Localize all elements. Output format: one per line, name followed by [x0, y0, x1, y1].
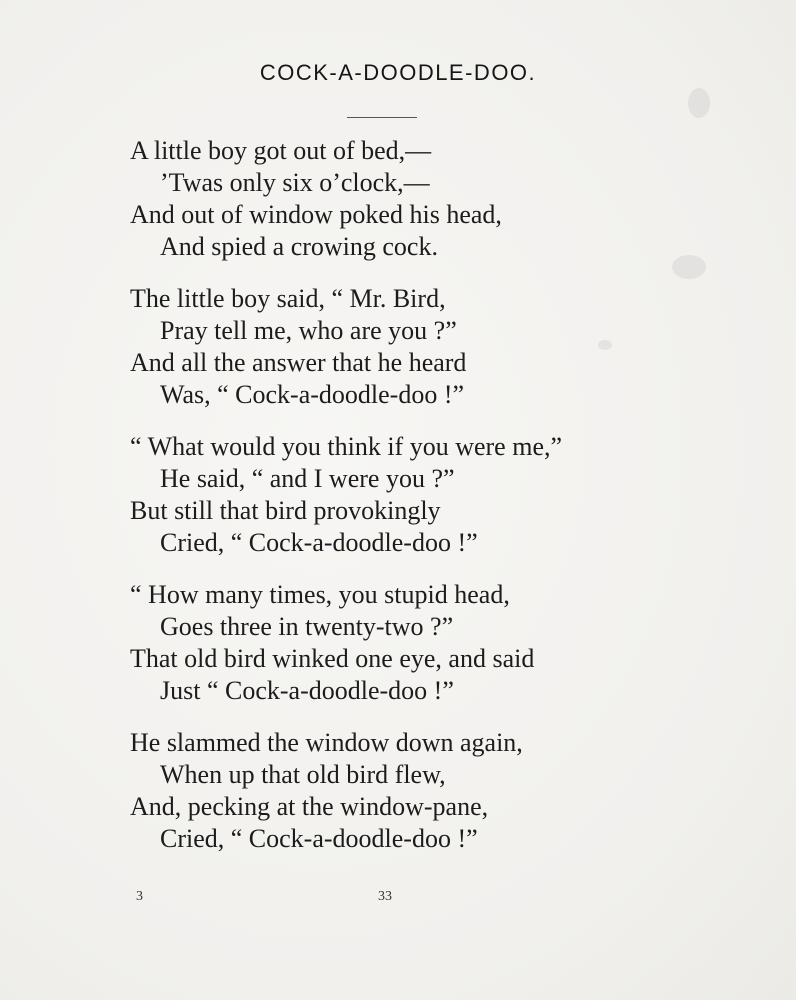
poem-line: But still that bird provokingly	[130, 496, 441, 525]
poem-line: A little boy got out of bed,—	[130, 136, 432, 165]
poem-line: ’Twas only six o’clock,—	[160, 168, 430, 197]
title-divider	[347, 117, 417, 118]
poem-line: He slammed the window down again,	[130, 728, 523, 757]
poem-line: “ How many times, you stupid head,	[130, 580, 510, 609]
stanza-3	[130, 431, 730, 559]
poem-line: He said, “ and I were you ?”	[160, 464, 455, 493]
stanza-1	[130, 135, 730, 263]
poem-line: And out of window poked his head,	[130, 200, 502, 229]
poem-line: The little boy said, “ Mr. Bird,	[130, 284, 446, 313]
poem-line: And, pecking at the window-pane,	[130, 792, 489, 821]
poem-body	[130, 135, 730, 875]
poem-line: That old bird winked one eye, and said	[130, 644, 535, 673]
poem-line: Just “ Cock-a-doodle-doo !”	[160, 676, 454, 705]
poem-line: And spied a crowing cock.	[160, 232, 438, 261]
poem-line: When up that old bird flew,	[160, 760, 446, 789]
stanza-4	[130, 579, 730, 707]
poem-line: Cried, “ Cock-a-doodle-doo !”	[160, 528, 478, 557]
poem-line: Cried, “ Cock-a-doodle-doo !”	[160, 824, 478, 853]
poem-line: And all the answer that he heard	[130, 348, 467, 377]
poem-title: COCK-A-DOODLE-DOO.	[259, 60, 537, 85]
poem-line: Pray tell me, who are you ?”	[160, 316, 457, 345]
poem-line: “ What would you think if you were me,”	[130, 432, 563, 461]
signature-mark: 3	[136, 889, 143, 904]
stanza-5	[130, 727, 730, 855]
poem-line: Was, “ Cock-a-doodle-doo !”	[160, 380, 465, 409]
page-number: 33	[378, 889, 392, 904]
scan-smudge	[688, 88, 710, 118]
poem-line: Goes three in twenty-two ?”	[160, 612, 454, 641]
stanza-2	[130, 283, 730, 411]
